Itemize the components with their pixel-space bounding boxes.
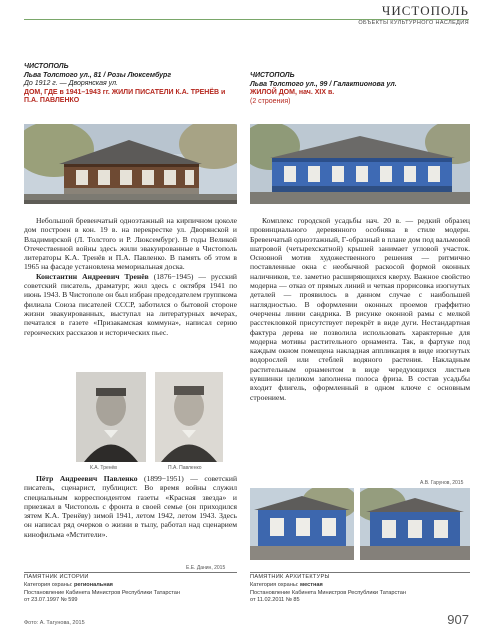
entry1-address: Льва Толстого ул., 81 / Розы Люксембург bbox=[24, 71, 172, 79]
portrait-trenev bbox=[76, 372, 146, 462]
entry1-paragraph-3 bbox=[24, 474, 237, 539]
entry2-registry-date: от 11.02.2011 № 85 bbox=[250, 597, 300, 604]
entry2-heading bbox=[250, 72, 470, 106]
entry1-person2-text: (1899−1951) — советский писатель, сценарист, публицист. Во время войны служил специальным корреспондентом газеты «Красная звезда» и приезжал в Чистополь с фронта в своей семье (он приходился зятем К.А. Тренёву) зимой 1941, летом 1942, летом 1943. Здесь он написал ряд очерков о жизни в тылу, работал над сценарием кинофильма «Мстители». bbox=[24, 474, 238, 539]
entry2-category-label: Категория охраны: bbox=[250, 581, 300, 588]
entry1-registry-rule bbox=[24, 572, 237, 573]
entry1-person1-name: Константин Андреевич Тренёв bbox=[36, 271, 149, 281]
entry2-address: Льва Толстого ул., 99 / Галактионова ул. bbox=[250, 80, 397, 88]
entry2-text bbox=[250, 216, 470, 402]
entry2-registry-rule bbox=[250, 572, 470, 573]
entry2-category-value: местная bbox=[300, 581, 323, 588]
entry2-registry-category bbox=[250, 582, 470, 590]
entry2-object-name: ЖИЛОЙ ДОМ, нач. XIX в. bbox=[250, 89, 335, 97]
entry1-registry-label: ПАМЯТНИК ИСТОРИИ bbox=[24, 574, 89, 580]
page-header-title: ЧИСТОПОЛЬ bbox=[381, 3, 469, 18]
entry2-paragraph-1: Комплекс городской усадьбы нач. 20 в. — редкий образец провинциального деревянного особняка в стиле модерн. Бревенчатый одноэтажный, Г-образный в плане дом под вальмовой шатровой (четырехскатной) крышей занимает угловой участок. Основной мотив художественного решения — ритмично поставленные окна с необычной раскосой формой оконных наличников, т.е. заметно расширяющихся кверху. Важное свойство модерна — отказ от прямых линий и четкая прорисовка изогнутых деталей — проявилось в данном случае с наибольшей наглядностью. В оформлении оконных проемов граффитно очерчены линии сандрика. В рисунке оконной рамы с мелкой расстекловкой присутствует перекрёт в виде дуги. Нестандартная фактура дерева не позволила использовать характерные для модерна мотивы растительного орнамента. Так, в фартуке под каждым окном помещена накладная аппликация в виде изогнутых водорослей или стеблей водяного растения. Накладным растительным орнаментом в виде чередующихся листьев кувшинки целиком заполнена полоса фриза. В состав усадьбы входит флигель, оформленный в одном ключе с основным строением. bbox=[250, 216, 470, 402]
entry1-category-value: региональная bbox=[74, 581, 113, 588]
entry2-registry-label: ПАМЯТНИК АРХИТЕКТУРЫ bbox=[250, 574, 330, 580]
house1-photo bbox=[24, 124, 237, 204]
entry1-object-name: ДОМ, ГДЕ в 1941–1943 гг. ЖИЛИ ПИСАТЕЛИ К.А. ТРЕНЁВ и П.А. ПАВЛЕНКО bbox=[24, 88, 226, 105]
entry1-text bbox=[24, 216, 237, 337]
entry1-city: ЧИСТОПОЛЬ bbox=[24, 63, 69, 70]
entry1-registry bbox=[24, 574, 237, 605]
entry1-registry-category bbox=[24, 582, 237, 590]
photo-credit: Фото: А. Тагунова, 2015 bbox=[24, 620, 85, 626]
entry1-paragraph-1: Небольшой бревенчатый одноэтажный на кирпичном цоколе дом построен в кон. 19 в. на перекрестке ул. Дворянской и Владимирской (Л. Толстого и Р. Люксембург). В годы Великой Отечественной войны здесь жили эвакуированные в Чистополь литераторы К.А. Тренёв и П.А. Павленко. В память об этом в 1965 на фасаде установлена мемориальная доска. bbox=[24, 216, 237, 272]
entry1-category-label: Категория охраны: bbox=[24, 581, 74, 588]
entry1-registry-date: от 23.07.1997 № 599 bbox=[24, 597, 78, 604]
entry2-author: А.В. Гарунов, 2015 bbox=[420, 480, 464, 486]
entry1-paragraph-2 bbox=[24, 272, 237, 337]
entry2-object-sub: (2 строения) bbox=[250, 97, 291, 105]
portrait-pavlenko-caption: П.А. Павленко bbox=[168, 465, 202, 471]
entry2-registry bbox=[250, 574, 470, 605]
page-header-subtitle: ОБЪЕКТЫ КУЛЬТУРНОГО НАСЛЕДИЯ bbox=[358, 20, 469, 26]
outbuilding-photo-2 bbox=[360, 488, 470, 560]
entry1-person1-text: (1876−1945) — русский советский писатель, драматург, жил здесь с октября 1941 по июнь 1943. В Чистополе он был избран председателем группкома филиала Союза писателей СССР, заботился о бытовой стороне жизни эвакуированных, выступал на литературных вечерах, печатался в газете «Призакамская коммуна», написал серию героических рассказов и исторических пьес. bbox=[24, 271, 237, 337]
entry1-author: Е.Е. Данин, 2015 bbox=[186, 565, 226, 571]
entry1-address-old: До 1912 г. — Дворянская ул. bbox=[24, 80, 118, 88]
entry1-text-continued bbox=[24, 474, 237, 539]
entry2-city: ЧИСТОПОЛЬ bbox=[250, 72, 295, 79]
house2-photo bbox=[250, 124, 470, 204]
portrait-pavlenko bbox=[155, 372, 223, 462]
portrait-trenev-caption: К.А. Тренёв bbox=[90, 465, 117, 471]
entry1-heading bbox=[24, 63, 229, 106]
page-number: 907 bbox=[447, 612, 469, 627]
entry1-registry-doc: Постановление Кабинета Министров Республики Татарстан bbox=[24, 589, 180, 596]
entry1-person2-name: Пётр Андреевич Павленко bbox=[36, 474, 138, 483]
entry2-registry-doc: Постановление Кабинета Министров Республики Татарстан bbox=[250, 589, 406, 596]
outbuilding-photo-1 bbox=[250, 488, 354, 560]
